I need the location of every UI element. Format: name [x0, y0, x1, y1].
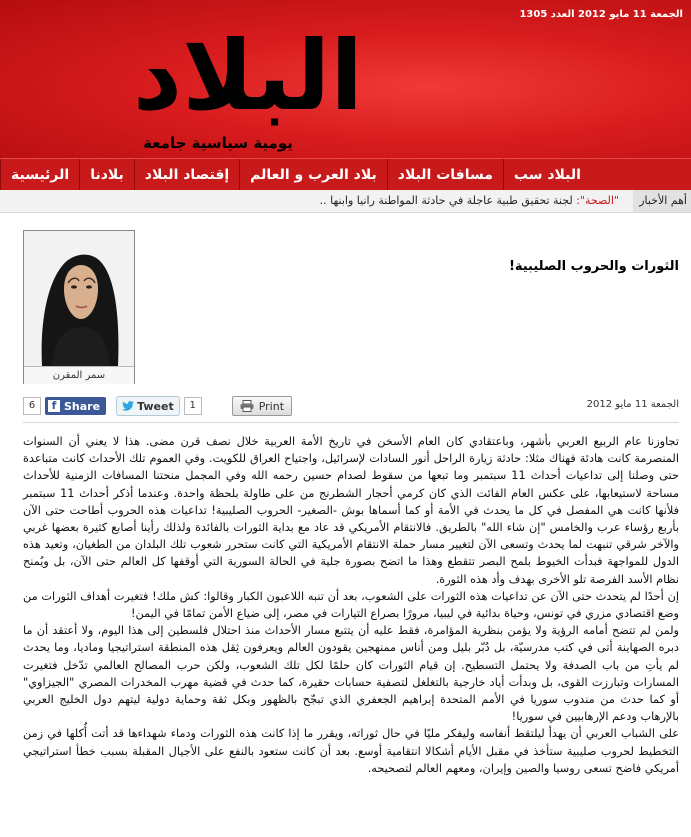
author-box	[23, 230, 135, 384]
site-tagline: يومية سياسية جامعة	[143, 134, 293, 152]
ticker-label: أهم الأخبار	[633, 190, 691, 212]
author-portrait-image	[24, 231, 134, 366]
author-photo	[24, 231, 134, 366]
nav-item-local[interactable]: بلادنا	[79, 159, 134, 191]
print-label: Print	[258, 399, 285, 413]
tweet-button[interactable]	[116, 396, 180, 416]
printer-icon	[240, 400, 254, 412]
nav-item-arab-world[interactable]: بلاد العرب و العالم	[239, 159, 387, 191]
twitter-bird-icon	[122, 401, 134, 411]
article-paragraph: إن أحدًا لم يتحدث حتى الآن عن تداعيات هذه الثورات على الشعوب، بعد أن تنبه اللاعبون الكبار وقالوا: كش ملك! فتغيرت أهداف الثورات من وضع اقتصادي مزري في تونس، وحياة بدائية في ليبيا، مرورًا بصراع التيارات في مصر، إلى ضياع الأمن تمامًا في اليمن!	[23, 589, 679, 621]
news-ticker	[0, 190, 691, 213]
author-name[interactable]: سمر المقرن	[24, 366, 134, 384]
site-logo[interactable]: البلاد	[132, 20, 364, 132]
share-bar	[23, 396, 292, 416]
article-body	[23, 433, 679, 777]
article-paragraph: ولمن لم تتضح أمامه الرؤية ولا يؤمن بنظرية المؤامرة، فقط عليه أن يتتبع مسار الأحداث منذ احتلال فلسطين إلى هذا اليوم، ولا أعتقد أن ما دبره الصهاينة أتى في كتب مدرسيّة، بل دُبّر بليل ومن أناس ممنهجين يقودون العالم ويعرفون ثِقل هذه المنطقة استراتيجيا وماديا، وما يحدث لم يأتِ من باب الصدفة ولا يحتمل التسطيح. إن قيام الثورات كان حلمًا لكل تلك الشعوب، ولكن حرب المصالح العالمي تدّخل فتغيرت المسارات وتبارزت القوى، بل وبدأت أياد خارجية بالتغلغل لتصفية حسابات حقيرة، كما حدث في قضية مهرب المخدرات المصري "الجيزاوي" أو كما حدث من مندوب سوريا في الأمم المتحدة إبراهيم الجعفري الذي تبجّح بالظهور وبكل ثقة وحماية دولية ليتهم دول الخليج العربي بالإرهاب ودعم الإرهابيين في سوريا!	[23, 624, 679, 724]
tweet-count: 1	[184, 397, 202, 415]
facebook-share-button[interactable]	[45, 397, 106, 415]
ticker-headline[interactable]	[320, 190, 619, 212]
facebook-share-label: Share	[64, 399, 101, 413]
nav-item-sports[interactable]: البلاد سب	[503, 159, 591, 191]
article-date: الجمعة 11 مايو 2012	[586, 399, 679, 410]
facebook-share-count: 6	[23, 397, 41, 415]
tweet-label: Tweet	[137, 399, 174, 413]
article-paragraph: على الشباب العربي أن يهدأ ليلتقط أنفاسه وليفكر مليًا في حال ثوراته، ويقرر ما إذا كانت هذه الثورات ودماء شهداءها قد أتت أُكلها في زمن التخطيط لحروب صليبية ستأخذ في مقبل الأيام أشكالا انتقامية أوسع. بعد أن كانت ستعود بالنفع على الأجيال المقبلة بسبب خطأ استراتيجي أمريكي فاضح تسعى روسيا والصين وإيران، ومعهم العالم لتصحيحه.	[23, 727, 679, 775]
facebook-icon: f	[48, 400, 60, 412]
print-button[interactable]	[232, 396, 292, 416]
ticker-keyword: "الصحة":	[572, 194, 619, 207]
issue-date: الجمعة 11 مايو 2012 العدد 1305	[519, 9, 683, 20]
ticker-text: لجنة تحقيق طبية عاجلة في حادثة المواطنة رانيا وابنها ..	[319, 194, 573, 207]
nav-item-opinions[interactable]: مسافات البلاد	[387, 159, 503, 191]
masthead	[0, 0, 691, 158]
content-divider	[23, 422, 679, 423]
article-paragraph: تجاوزنا عام الربيع العربي بأشهر، وباعتقادي كان العام الأسخن في تاريخ الأمة العربية خلال نصف قرن مضى. هذا لا يعني أن السنوات المنصرمة كانت هادئة فهناك مثلا: حادثة زيارة الراحل أنور السادات لإسرائيل، واجتياح العراق للكويت. وفي العموم تلك الأحداث كانت متباعدة حتى وصلنا إلى تداعيات أحداث 11 سبتمبر وما تبعها من سقوط لصدام حسين رحمه الله وفي المجمل منحتنا المسافات الزمنية للأحداث مساحة لاستيعابها، على عكس العام الفائت الذي كان كرمي أحجار الشطرنج من على طاولة بلحظة واحدة. وعندما أذكر أحداث 11 سبتمبر فلأنها كانت هي المفصل في كل ما يحدث في الأمة أو كما أسماها بوش -الصغير- الحروب الصليبية! تداعيات هذه الحروب أطاحت حتى الآن بأربع رؤساء عرب والخامس "إن شاء الله" بالطريق. فالانتقام الأمريكي قد عاد مع بداية الثورات بالفائدة ولذلك رأينا أصابع كثيرة بعضها غربي والآخر شرقي تنبهت لما يحدث وتسعى الآن لتغيير مسار حملة الانتقام الأمريكية التي كانت ستحرر شعوب تلك البلدان من الطغيان، وتعيد هذه الدول للمواجهة فبدأت الخيوط بلمح البصر تتقطع وهذا ما اتضح بصورة جلية في الحالة السورية التي أوقفها كل العالم حتى الآن، بل ويُمنح نظام الأسد الفرصة تلو الأخرى بهدف وأد هذه الثورة.	[23, 435, 679, 586]
main-nav	[0, 158, 691, 191]
article-title: الثورات والحروب الصليبية!	[508, 259, 679, 274]
nav-item-economy[interactable]: إقتصاد البلاد	[134, 159, 239, 191]
nav-item-home[interactable]: الرئيسية	[0, 159, 79, 191]
